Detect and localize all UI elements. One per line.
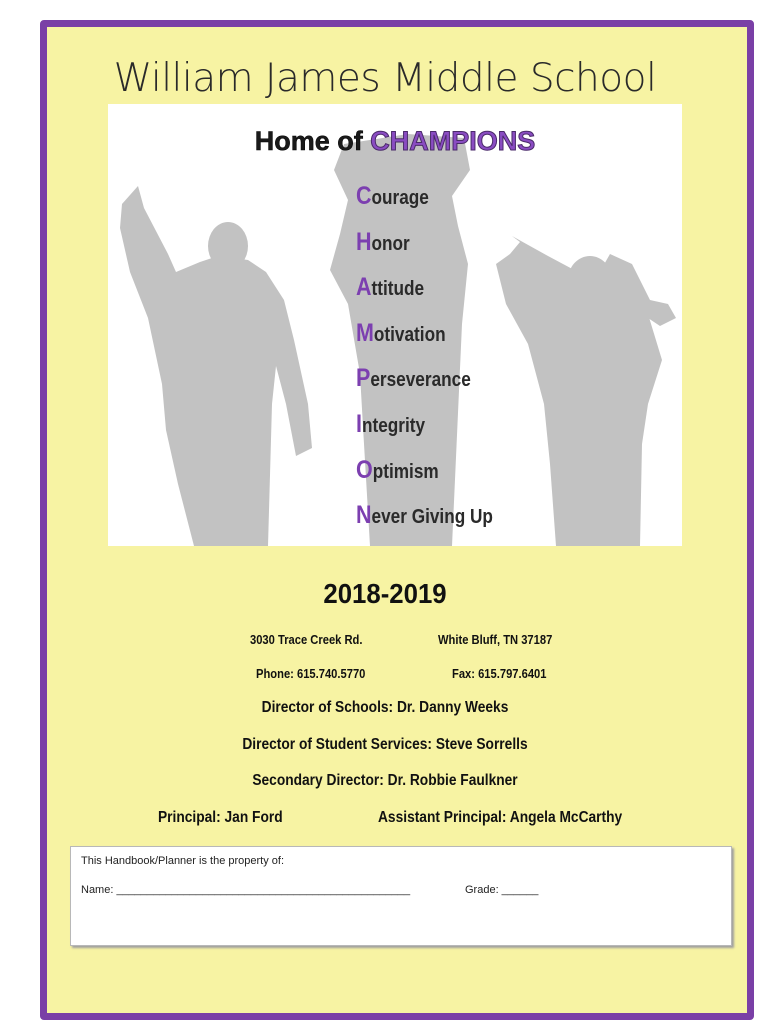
home-of-champions-heading: Home of CHAMPIONS — [254, 126, 536, 156]
assistant-principal: Assistant Principal: Angela McCarthy — [378, 809, 623, 826]
champion-values-list — [356, 182, 515, 546]
ownership-box — [70, 846, 732, 946]
city-state-zip: White Bluff, TN 37187 — [438, 632, 553, 647]
grade-field[interactable]: Grade: ______ — [465, 884, 539, 896]
school-title: William James Middle School — [113, 56, 657, 101]
name-field[interactable]: Name: ________________________________________________ — [81, 884, 411, 896]
phone-number: Phone: 615.740.5770 — [256, 666, 366, 681]
school-year: 2018-2019 — [323, 578, 447, 609]
principal: Principal: Jan Ford — [158, 809, 283, 826]
value-perseverance: Perseverance — [356, 364, 471, 393]
value-never-giving-up: Never Giving Up — [356, 501, 493, 530]
value-honor: Honor — [356, 227, 410, 256]
director-of-schools: Director of Schools: Dr. Danny Weeks — [261, 699, 509, 716]
director-of-student-services: Director of Student Services: Steve Sorrells — [242, 736, 528, 753]
value-motivation: Motivation — [356, 318, 446, 347]
value-attitude: Attitude — [356, 273, 425, 302]
hero-image — [108, 104, 682, 546]
value-courage: Courage — [356, 182, 429, 210]
secondary-director: Secondary Director: Dr. Robbie Faulkner — [252, 772, 518, 789]
property-label: This Handbook/Planner is the property of: — [81, 855, 285, 867]
value-optimism: Optimism — [356, 455, 439, 484]
fax-number: Fax: 615.797.6401 — [452, 666, 547, 681]
value-integrity: Integrity — [356, 409, 426, 438]
address: 3030 Trace Creek Rd. — [250, 632, 363, 647]
